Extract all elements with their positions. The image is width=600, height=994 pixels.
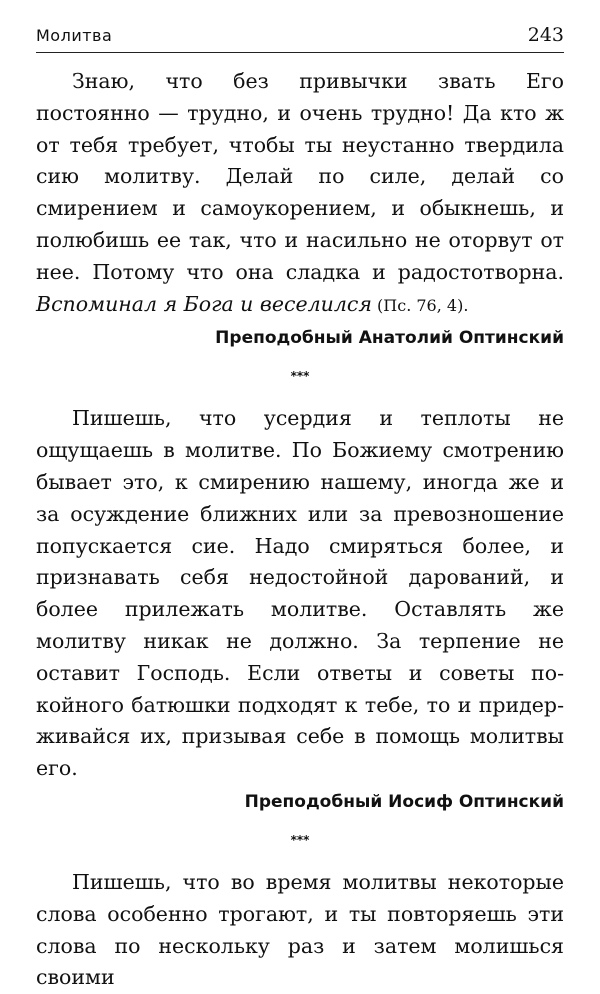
- page-content: [36, 66, 564, 994]
- attribution-iosif: Преподобный Иосиф Оптинский: [244, 791, 564, 812]
- scripture-reference: (Пс. 76, 4).: [371, 295, 469, 315]
- paragraph-anatoly: [36, 66, 564, 321]
- paragraph-continued: Пишешь, что во время молитвы некоторые слова особенно трогают, и ты повторяешь эти слова по нескольку раз и затем молишься своими: [36, 869, 564, 990]
- running-title: Молитва: [36, 26, 113, 45]
- paragraph-iosif: Пишешь, что усердия и теплоты не ощущаешь в молитве. По Божиему смотрению бывает это, к смирению нашему, иногда же и за осуждение ближних или за превозношение попускается сие. Надо смиряться более, и признавать себя недостойной дарований, и более прилежать молитве. Оставлять же молитву никак не должно. За терпение не оставит Господь. Если ответы и советы покойного батюшки подходят к тебе, то и придерживайся их, призывая себе в помощь молитвы его.: [36, 406, 564, 781]
- scripture-quote: Вспоминал я Бога и веселился: [36, 291, 372, 316]
- section-separator: ***: [290, 832, 310, 847]
- running-head: [36, 24, 564, 53]
- paragraph-text: Знаю, что без привычки звать Его постоянно — трудно, и очень трудно! Да кто ж от тебя требует, чтобы ты неустанно твердила сию молитву. Делай по силе, делай со смирением и самоукорением, и обыкнешь, и полюбишь ее так, что и насильно не оторвут от нее. Потому что она сладка и радостотворна.: [36, 69, 564, 284]
- attribution-anatoly: Преподобный Анатолий Оптинский: [215, 328, 564, 349]
- section-separator: ***: [290, 369, 310, 384]
- page-number: 243: [527, 24, 564, 46]
